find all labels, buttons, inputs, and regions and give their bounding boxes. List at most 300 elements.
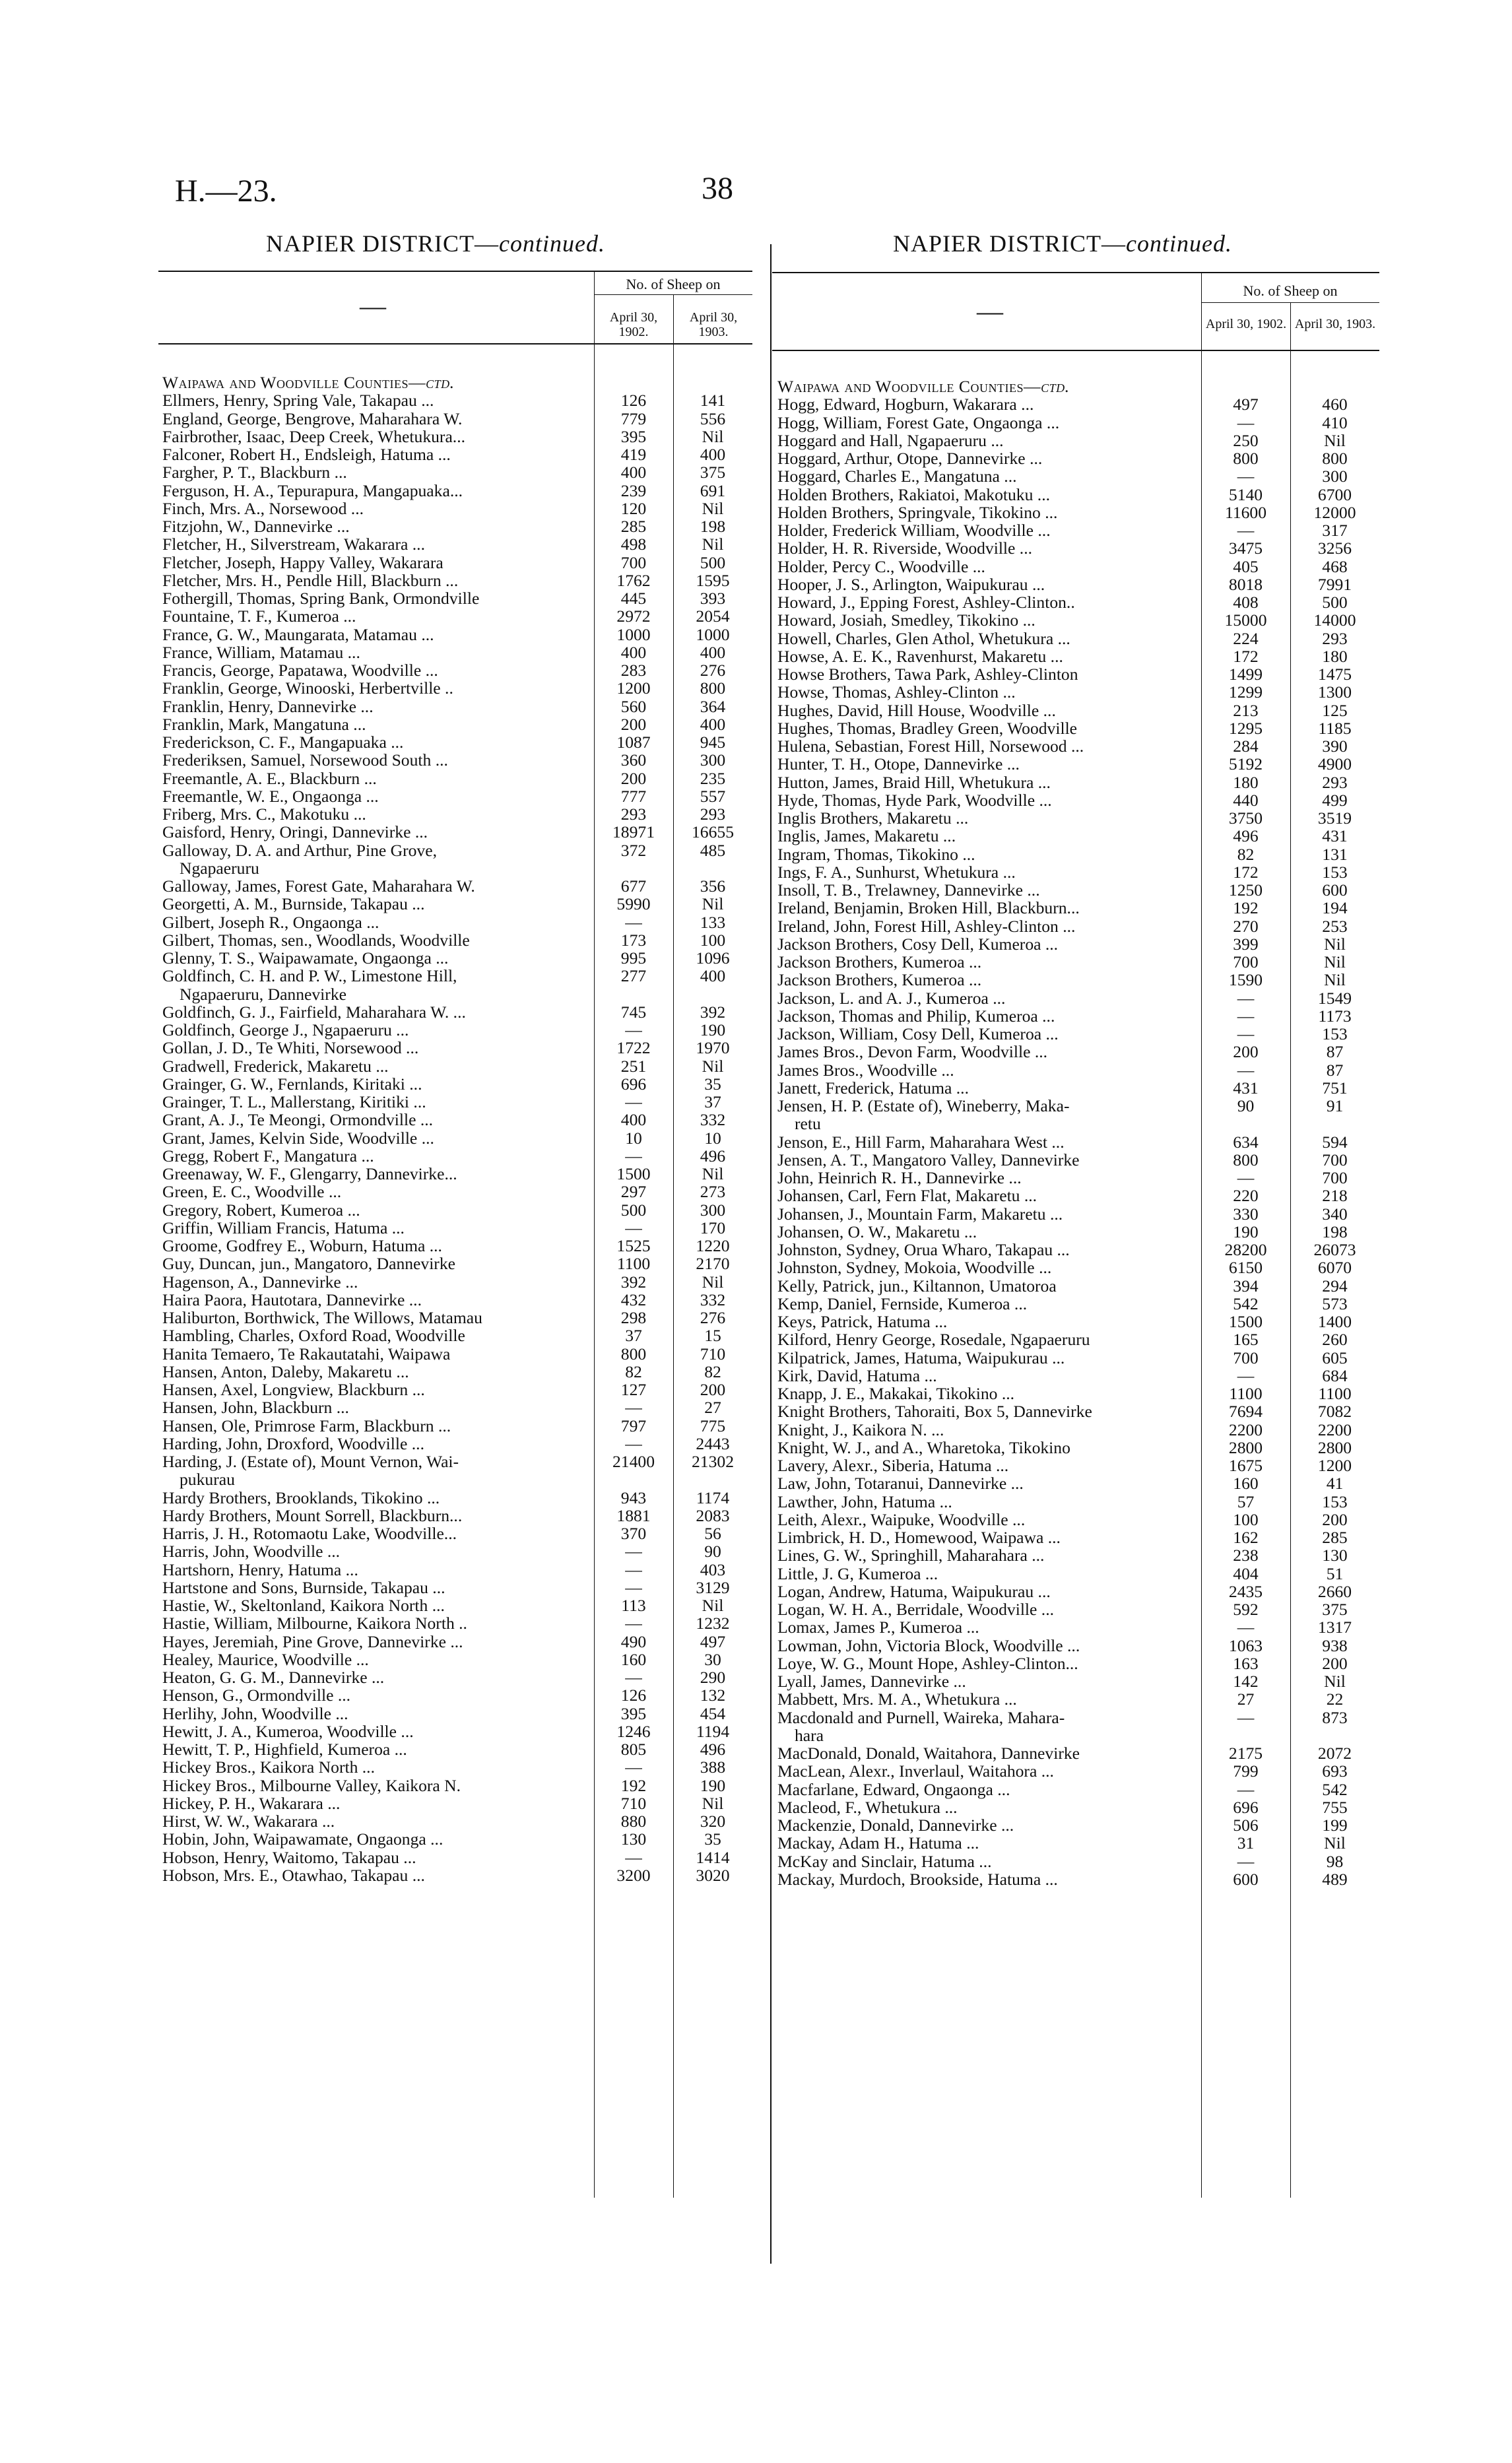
owner-name-address: Galloway, D. A. and Arthur, Pine Grove, bbox=[162, 840, 437, 860]
owner-name-address: Harris, John, Woodville ... bbox=[162, 1542, 341, 1561]
table-row bbox=[777, 809, 1377, 827]
sheep-count-1903: 3256 bbox=[1317, 539, 1352, 558]
table-row bbox=[162, 1866, 750, 1884]
table-row bbox=[777, 971, 1377, 989]
sheep-count-1902: 213 bbox=[1233, 700, 1259, 720]
table-row bbox=[162, 1849, 750, 1866]
sheep-count-1902: 542 bbox=[1233, 1294, 1259, 1313]
sheep-count-1903: 2083 bbox=[696, 1505, 730, 1525]
sheep-count-1903: 489 bbox=[1322, 1869, 1348, 1889]
left-header-col1: April 30, 1902. bbox=[609, 310, 658, 339]
owner-name-address: Jackson, William, Cosy Dell, Kumeroa ... bbox=[777, 1024, 1059, 1043]
sheep-count-1903: 1185 bbox=[1318, 718, 1352, 738]
sheep-count-1903: 388 bbox=[700, 1757, 726, 1777]
table-row bbox=[777, 1655, 1377, 1672]
sheep-count-1902: 799 bbox=[1233, 1761, 1259, 1781]
sheep-count-1903: 273 bbox=[700, 1182, 726, 1202]
table-row bbox=[777, 1402, 1377, 1420]
sheep-count-1903: 14000 bbox=[1313, 610, 1356, 630]
sheep-count-1903: 693 bbox=[1322, 1761, 1348, 1781]
sheep-count-1902: 113 bbox=[621, 1596, 646, 1615]
table-row bbox=[162, 1327, 750, 1344]
sheep-count-1902: — bbox=[625, 1577, 642, 1597]
table-row bbox=[777, 1079, 1377, 1097]
owner-name-address: Georgetti, A. M., Burnside, Takapau ... bbox=[162, 894, 425, 914]
owner-name-address: Gilbert, Joseph R., Ongaonga ... bbox=[162, 912, 379, 932]
table-row bbox=[162, 1830, 750, 1848]
sheep-count-1902: 800 bbox=[1233, 449, 1259, 468]
table-row bbox=[777, 1744, 1377, 1762]
sheep-count-1902: 283 bbox=[620, 661, 647, 680]
sheep-count-1903: 320 bbox=[700, 1812, 726, 1831]
sheep-count-1902: 498 bbox=[620, 535, 647, 554]
sheep-count-1902: 31 bbox=[1237, 1833, 1255, 1853]
table-row bbox=[777, 935, 1377, 953]
sheep-count-1903: 131 bbox=[1322, 844, 1348, 864]
sheep-count-1902: 142 bbox=[1233, 1672, 1259, 1691]
sheep-count-1902: 8018 bbox=[1228, 574, 1263, 594]
table-row bbox=[777, 1223, 1377, 1241]
right-header-dash: — bbox=[977, 296, 1003, 326]
sheep-count-1902: 277 bbox=[620, 966, 647, 986]
sheep-count-1902: 696 bbox=[620, 1074, 647, 1094]
sheep-count-1902: 239 bbox=[620, 480, 647, 500]
owner-name-address: Mackenzie, Donald, Dannevirke ... bbox=[777, 1816, 1014, 1835]
sheep-count-1903: 1400 bbox=[1317, 1312, 1352, 1331]
owner-name-address: Fountaine, T. F., Kumeroa ... bbox=[162, 607, 356, 626]
sheep-count-1902: 677 bbox=[620, 876, 647, 896]
table-row bbox=[162, 661, 750, 679]
owner-name-address: hara bbox=[795, 1725, 824, 1745]
sheep-count-1903: 573 bbox=[1322, 1294, 1348, 1313]
sheep-count-1903: 276 bbox=[700, 661, 726, 680]
sheep-count-1902: 1299 bbox=[1228, 682, 1263, 702]
sheep-count-1903: 153 bbox=[1322, 1492, 1348, 1511]
owner-name-address: Grant, A. J., Te Meongi, Ormondville ... bbox=[162, 1110, 434, 1130]
sheep-count-1902: 1200 bbox=[616, 678, 651, 698]
owner-name-address: Ingram, Thomas, Tikokino ... bbox=[777, 844, 975, 864]
sheep-count-1902: 3200 bbox=[616, 1865, 651, 1885]
sheep-count-1903: 691 bbox=[700, 480, 726, 500]
owner-name-address: Jackson Brothers, Kumeroa ... bbox=[777, 952, 982, 971]
owner-name-address: Kelly, Patrick, jun., Kiltannon, Umatoroa bbox=[777, 1276, 1057, 1296]
sheep-count-1902: — bbox=[1237, 412, 1255, 432]
owner-name-address: Holder, Frederick William, Woodville ... bbox=[777, 521, 1051, 540]
table-row bbox=[777, 1277, 1377, 1295]
sheep-count-1902: 399 bbox=[1233, 934, 1259, 954]
table-row bbox=[162, 1453, 750, 1470]
sheep-count-1903: 317 bbox=[1322, 521, 1348, 540]
sheep-count-1903: 594 bbox=[1322, 1132, 1348, 1152]
right-title-main: NAPIER DISTRICT— bbox=[893, 230, 1127, 257]
sheep-count-1903: 775 bbox=[700, 1416, 726, 1435]
sheep-count-1903: 605 bbox=[1322, 1348, 1348, 1367]
sheep-count-1902: 634 bbox=[1233, 1132, 1259, 1152]
sheep-count-1903: 390 bbox=[1322, 737, 1348, 756]
table-row bbox=[162, 1039, 750, 1057]
owner-name-address: Hoggard, Charles E., Mangatuna ... bbox=[777, 467, 1017, 486]
sheep-count-1902: 1590 bbox=[1228, 970, 1263, 990]
sheep-count-1903: 500 bbox=[700, 552, 726, 572]
table-row bbox=[777, 1367, 1377, 1385]
owner-name-address: Hansen, Axel, Longview, Blackburn ... bbox=[162, 1380, 425, 1399]
table-row bbox=[777, 558, 1377, 575]
right-column-title bbox=[779, 230, 1346, 257]
table-row bbox=[777, 863, 1377, 881]
sheep-count-1902: 1722 bbox=[616, 1038, 651, 1058]
table-row bbox=[162, 517, 750, 535]
sheep-count-1902: 440 bbox=[1233, 790, 1259, 810]
owner-name-address: Keys, Patrick, Hatuma ... bbox=[777, 1312, 948, 1331]
left-header-dash: — bbox=[360, 291, 386, 321]
table-row bbox=[777, 1241, 1377, 1259]
table-row bbox=[777, 1816, 1377, 1834]
table-row bbox=[777, 1637, 1377, 1655]
owner-name-address: Holden Brothers, Springvale, Tikokino ... bbox=[777, 502, 1058, 522]
sheep-count-1902: 797 bbox=[620, 1416, 647, 1435]
sheep-count-1902: 220 bbox=[1233, 1186, 1259, 1206]
table-row bbox=[162, 1075, 750, 1093]
sheep-count-1902: 395 bbox=[620, 426, 647, 446]
sheep-count-1902: 165 bbox=[1233, 1330, 1259, 1350]
table-row bbox=[777, 1511, 1377, 1528]
sheep-count-1903: 392 bbox=[700, 1002, 726, 1022]
owner-name-address: Freemantle, W. E., Ongaonga ... bbox=[162, 786, 379, 806]
table-row bbox=[777, 467, 1377, 485]
table-row bbox=[162, 1633, 750, 1651]
owner-name-address: Hayes, Jeremiah, Pine Grove, Dannevirke ... bbox=[162, 1631, 463, 1651]
sheep-count-1902: — bbox=[1237, 1060, 1255, 1080]
owner-name-address: Johansen, O. W., Makaretu ... bbox=[777, 1222, 977, 1241]
owner-name-address: Lyall, James, Dannevirke ... bbox=[777, 1672, 966, 1691]
sheep-count-1902: 238 bbox=[1233, 1546, 1259, 1565]
owner-name-address: Fothergill, Thomas, Spring Bank, Ormondville bbox=[162, 589, 480, 608]
sheep-count-1902: — bbox=[1237, 467, 1255, 486]
owner-name-address: Macdonald and Purnell, Waireka, Mahara- bbox=[777, 1707, 1065, 1727]
table-row bbox=[162, 391, 750, 409]
owner-name-address: Gregory, Robert, Kumeroa ... bbox=[162, 1200, 360, 1220]
owner-name-address: Healey, Maurice, Woodville ... bbox=[162, 1649, 369, 1669]
owner-name-address: Grainger, T. L., Mallerstang, Kiritiki ... bbox=[162, 1092, 426, 1111]
owner-name-address: MacLean, Alexr., Inverlaul, Waitahora ... bbox=[777, 1761, 1054, 1781]
sheep-count-1902: 5140 bbox=[1228, 484, 1263, 504]
table-row bbox=[162, 1758, 750, 1776]
table-row bbox=[162, 770, 750, 787]
owner-name-address: Howard, Josiah, Smedley, Tikokino ... bbox=[777, 610, 1035, 630]
sheep-count-1902: 370 bbox=[620, 1524, 647, 1543]
owner-name-address: Fletcher, Mrs. H., Pendle Hill, Blackburn ... bbox=[162, 570, 459, 590]
table-row bbox=[777, 737, 1377, 755]
sheep-count-1902: 805 bbox=[620, 1740, 647, 1759]
sheep-count-1902: — bbox=[625, 1020, 642, 1039]
sheep-count-1903: 37 bbox=[704, 1092, 721, 1111]
sheep-count-1902: 127 bbox=[620, 1380, 647, 1399]
table-row bbox=[162, 1183, 750, 1200]
sheep-count-1903: Nil bbox=[702, 1164, 724, 1183]
sheep-count-1902: 800 bbox=[1233, 1150, 1259, 1169]
sheep-count-1903: 132 bbox=[700, 1686, 726, 1705]
sheep-count-1902: — bbox=[1237, 1618, 1255, 1637]
sheep-count-1903: 1475 bbox=[1317, 665, 1352, 684]
table-row bbox=[777, 845, 1377, 863]
sheep-count-1903: 497 bbox=[700, 1631, 726, 1651]
sheep-count-1902: 130 bbox=[620, 1829, 647, 1849]
sheep-count-1902: 995 bbox=[620, 948, 647, 968]
sheep-count-1902: 431 bbox=[1233, 1078, 1259, 1098]
table-row bbox=[777, 1349, 1377, 1367]
sheep-count-1902: 192 bbox=[620, 1775, 647, 1795]
sheep-count-1903: 6700 bbox=[1317, 484, 1352, 504]
owner-name-address: Logan, Andrew, Hatuma, Waipukurau ... bbox=[777, 1581, 1051, 1601]
sheep-count-1903: 873 bbox=[1322, 1707, 1348, 1727]
table-row bbox=[162, 1740, 750, 1758]
sheep-count-1902: 172 bbox=[1233, 862, 1259, 882]
owner-name-address: Green, E. C., Woodville ... bbox=[162, 1182, 342, 1202]
table-row bbox=[162, 1812, 750, 1830]
table-row bbox=[777, 1762, 1377, 1780]
owner-name-address: Fletcher, H., Silverstream, Wakarara ... bbox=[162, 535, 425, 554]
owner-name-address: pukurau bbox=[180, 1470, 235, 1490]
owner-name-address: Frederiksen, Samuel, Norsewood South ... bbox=[162, 750, 448, 770]
sheep-count-1903: 364 bbox=[700, 696, 726, 716]
sheep-count-1903: 200 bbox=[700, 1380, 726, 1399]
table-row bbox=[777, 755, 1377, 773]
owner-name-address: Goldfinch, George J., Ngapaeruru ... bbox=[162, 1020, 409, 1039]
table-row bbox=[777, 719, 1377, 737]
sheep-count-1902: 500 bbox=[620, 1200, 647, 1220]
right-header-group: No. of Sheep on bbox=[1243, 282, 1338, 299]
sheep-count-1903: Nil bbox=[702, 535, 724, 554]
table-row bbox=[777, 665, 1377, 683]
table-row bbox=[777, 1133, 1377, 1151]
sheep-count-1903: 499 bbox=[1322, 790, 1348, 810]
table-row bbox=[777, 575, 1377, 593]
owner-name-address: Friberg, Mrs. C., Makotuku ... bbox=[162, 805, 366, 824]
sheep-count-1902: — bbox=[625, 1433, 642, 1453]
sheep-count-1903: Nil bbox=[1324, 970, 1346, 990]
owner-name-address: Howell, Charles, Glen Athol, Whetukura ... bbox=[777, 628, 1070, 648]
table-row bbox=[777, 1457, 1377, 1474]
sheep-count-1903: Nil bbox=[702, 894, 724, 914]
sheep-count-1902: — bbox=[625, 1146, 642, 1166]
owner-name-address: Franklin, Mark, Mangatuna ... bbox=[162, 714, 366, 734]
sheep-count-1902: 2972 bbox=[616, 607, 651, 626]
table-row bbox=[162, 1111, 750, 1129]
section-heading-row bbox=[162, 374, 750, 391]
owner-name-address: Freemantle, A. E., Blackburn ... bbox=[162, 768, 377, 788]
sheep-count-1903: 485 bbox=[700, 840, 726, 860]
table-row bbox=[777, 1169, 1377, 1187]
owner-name-address: Hickey Bros., Kaikora North ... bbox=[162, 1757, 375, 1777]
sheep-count-1902: 160 bbox=[1233, 1474, 1259, 1494]
right-header-col2: April 30, 1903. bbox=[1294, 317, 1376, 331]
table-row bbox=[162, 841, 750, 859]
table-row bbox=[777, 1600, 1377, 1618]
sheep-count-1903: 293 bbox=[700, 805, 726, 824]
owner-name-address: Johnston, Sydney, Orua Wharo, Takapau ... bbox=[777, 1240, 1070, 1259]
owner-name-address: Loye, W. G., Mount Hope, Ashley-Clinton... bbox=[777, 1653, 1078, 1673]
table-row bbox=[162, 751, 750, 769]
sheep-count-1903: Nil bbox=[702, 426, 724, 446]
owner-name-address: Lines, G. W., Springhill, Maharahara ... bbox=[777, 1546, 1045, 1565]
sheep-count-1903: 1200 bbox=[1317, 1456, 1352, 1475]
left-title-main: NAPIER DISTRICT— bbox=[266, 230, 500, 257]
owner-name-address: Hobson, Henry, Waitomo, Takapau ... bbox=[162, 1847, 416, 1867]
table-row bbox=[162, 1579, 750, 1596]
table-row bbox=[777, 989, 1377, 1007]
owner-name-address: Hickey, P. H., Wakarara ... bbox=[162, 1793, 341, 1813]
sheep-count-1902: — bbox=[1237, 1168, 1255, 1187]
table-row bbox=[777, 1546, 1377, 1564]
table-row bbox=[162, 1345, 750, 1363]
sheep-count-1902: 82 bbox=[625, 1362, 642, 1381]
owner-name-address: Law, John, Totaranui, Dannevirke ... bbox=[777, 1474, 1024, 1494]
sheep-count-1903: 22 bbox=[1326, 1690, 1344, 1709]
owner-name-address: Holder, H. R. Riverside, Woodville ... bbox=[777, 539, 1032, 558]
owner-name-address: Hanita Temaero, Te Rakautatahi, Waipawa bbox=[162, 1344, 451, 1363]
owner-name-address: England, George, Bengrove, Maharahara W. bbox=[162, 409, 463, 428]
owner-name-address: Heaton, G. G. M., Dannevirke ... bbox=[162, 1668, 385, 1687]
owner-name-address: Henson, G., Ormondville ... bbox=[162, 1686, 351, 1705]
owner-name-address: Hastie, W., Skeltonland, Kaikora North ... bbox=[162, 1596, 445, 1615]
owner-name-address: Limbrick, H. D., Homewood, Waipawa ... bbox=[777, 1528, 1061, 1547]
sheep-count-1902: 298 bbox=[620, 1308, 647, 1327]
sheep-count-1903: 253 bbox=[1322, 916, 1348, 936]
table-row bbox=[777, 1798, 1377, 1816]
table-row bbox=[777, 1330, 1377, 1348]
table-row bbox=[162, 1525, 750, 1542]
table-row bbox=[162, 1435, 750, 1453]
sheep-count-1903: 180 bbox=[1322, 646, 1348, 666]
sheep-count-1902: 400 bbox=[620, 463, 647, 482]
owner-name-address: Hardy Brothers, Brooklands, Tikokino ... bbox=[162, 1488, 440, 1507]
table-row bbox=[162, 859, 750, 877]
sheep-count-1903: 200 bbox=[1322, 1653, 1348, 1673]
owner-name-address: Hickey Bros., Milbourne Valley, Kaikora N. bbox=[162, 1775, 461, 1795]
owner-name-address: Ireland, Benjamin, Broken Hill, Blackburn... bbox=[777, 898, 1080, 918]
table-row bbox=[777, 1259, 1377, 1276]
sheep-count-1903: 26073 bbox=[1313, 1240, 1356, 1259]
owner-name-address: Falconer, Robert H., Endsleigh, Hatuma ... bbox=[162, 445, 451, 464]
sheep-count-1902: 490 bbox=[620, 1631, 647, 1651]
owner-name-address: Hoggard and Hall, Ngapaeruru ... bbox=[777, 430, 1004, 450]
sheep-count-1902: 2175 bbox=[1228, 1744, 1263, 1763]
sheep-count-1903: 500 bbox=[1322, 593, 1348, 612]
sheep-count-1902: 779 bbox=[620, 409, 647, 428]
owner-name-address: Gollan, J. D., Te Whiti, Norsewood ... bbox=[162, 1038, 419, 1058]
sheep-count-1903: 125 bbox=[1322, 700, 1348, 720]
sheep-count-1903: 190 bbox=[700, 1020, 726, 1039]
table-row bbox=[777, 1439, 1377, 1457]
sheep-count-1902: 1087 bbox=[616, 733, 651, 752]
owner-name-address: Hooper, J. S., Arlington, Waipukurau ... bbox=[777, 574, 1045, 594]
table-row bbox=[162, 1417, 750, 1435]
sheep-count-1903: 751 bbox=[1322, 1078, 1348, 1098]
sheep-count-1903: 27 bbox=[704, 1398, 721, 1418]
sheep-count-1902: 82 bbox=[1237, 844, 1255, 864]
sheep-count-1902: 506 bbox=[1233, 1816, 1259, 1835]
owner-name-address: Johansen, J., Mountain Farm, Makaretu ... bbox=[777, 1204, 1063, 1224]
sheep-count-1902: 2435 bbox=[1228, 1581, 1263, 1601]
owner-name-address: Inglis Brothers, Makaretu ... bbox=[777, 808, 969, 828]
owner-name-address: Inglis, James, Makaretu ... bbox=[777, 826, 956, 846]
table-row bbox=[777, 953, 1377, 971]
sheep-count-1902: 496 bbox=[1233, 826, 1259, 846]
sheep-count-1903: 300 bbox=[700, 1200, 726, 1220]
sheep-count-1902: 1500 bbox=[616, 1164, 651, 1183]
table-row bbox=[162, 1021, 750, 1039]
table-row bbox=[162, 572, 750, 589]
sheep-count-1902: 394 bbox=[1233, 1276, 1259, 1296]
table-row bbox=[777, 1097, 1377, 1115]
sheep-count-1902: 284 bbox=[1233, 737, 1259, 756]
table-row bbox=[162, 500, 750, 517]
sheep-count-1903: Nil bbox=[1324, 952, 1346, 971]
sheep-count-1902: 15000 bbox=[1224, 610, 1267, 630]
table-row bbox=[162, 554, 750, 572]
sheep-count-1902: 600 bbox=[1233, 1869, 1259, 1889]
sheep-count-1902: — bbox=[625, 1560, 642, 1579]
owner-name-address: Knight, W. J., and A., Wharetoka, Tikokino bbox=[777, 1437, 1070, 1457]
sheep-count-1902: 400 bbox=[620, 1110, 647, 1130]
owner-name-address: Goldfinch, C. H. and P. W., Limestone Hill, bbox=[162, 966, 457, 986]
owner-name-address: Fitzjohn, W., Dannevirke ... bbox=[162, 517, 350, 536]
owner-name-address: Howse, A. E. K., Ravenhurst, Makaretu ... bbox=[777, 646, 1063, 666]
sheep-count-1902: 2200 bbox=[1228, 1420, 1263, 1439]
sheep-count-1902: 1250 bbox=[1228, 880, 1263, 900]
sheep-count-1903: 100 bbox=[700, 930, 726, 950]
table-row bbox=[777, 1474, 1377, 1492]
owner-name-address: Mabbett, Mrs. M. A., Whetukura ... bbox=[777, 1690, 1017, 1709]
sheep-count-1902: 1295 bbox=[1228, 718, 1263, 738]
sheep-count-1903: 276 bbox=[700, 1308, 726, 1327]
sheep-count-1903: 300 bbox=[1322, 467, 1348, 486]
table-row bbox=[777, 504, 1377, 521]
table-row bbox=[162, 643, 750, 661]
sheep-count-1903: 1194 bbox=[696, 1721, 730, 1741]
table-row bbox=[162, 1705, 750, 1723]
sheep-count-1903: 35 bbox=[704, 1829, 721, 1849]
left-header-col2: April 30, 1903. bbox=[689, 310, 738, 339]
owner-name-address: Lawther, John, Hatuma ... bbox=[777, 1492, 952, 1511]
table-row bbox=[777, 1295, 1377, 1313]
sheep-count-1903: 199 bbox=[1322, 1816, 1348, 1835]
owner-name-address: Hansen, Anton, Daleby, Makaretu ... bbox=[162, 1362, 409, 1381]
owner-name-address: Goldfinch, G. J., Fairfield, Maharahara W. ... bbox=[162, 1002, 466, 1022]
sheep-count-1903: 7991 bbox=[1317, 574, 1352, 594]
owner-name-address: Kilpatrick, James, Hatuma, Waipukurau ... bbox=[777, 1348, 1065, 1367]
sheep-count-1902: 190 bbox=[1233, 1222, 1259, 1241]
right-header-bottom-rule bbox=[772, 350, 1379, 351]
sheep-count-1903: Nil bbox=[1324, 1833, 1346, 1853]
owner-name-address: Gradwell, Frederick, Makaretu ... bbox=[162, 1056, 389, 1076]
table-row bbox=[162, 1794, 750, 1812]
table-row bbox=[162, 1165, 750, 1183]
sheep-count-1902: 1100 bbox=[616, 1254, 651, 1274]
table-row bbox=[777, 1313, 1377, 1330]
owner-name-address: Howse Brothers, Tawa Park, Ashley-Clinton bbox=[777, 665, 1078, 684]
sheep-count-1903: 1232 bbox=[696, 1614, 730, 1633]
table-row bbox=[162, 1507, 750, 1525]
owner-name-address: Harris, J. H., Rotomaotu Lake, Woodville... bbox=[162, 1524, 457, 1543]
sheep-count-1902: 192 bbox=[1233, 898, 1259, 918]
owner-name-address: Hogg, William, Forest Gate, Ongaonga ... bbox=[777, 412, 1060, 432]
table-row bbox=[777, 647, 1377, 665]
table-row bbox=[777, 1421, 1377, 1439]
table-row bbox=[162, 428, 750, 445]
sheep-count-1902: 163 bbox=[1233, 1653, 1259, 1673]
owner-name-address: Haliburton, Borthwick, The Willows, Matamau bbox=[162, 1308, 482, 1327]
